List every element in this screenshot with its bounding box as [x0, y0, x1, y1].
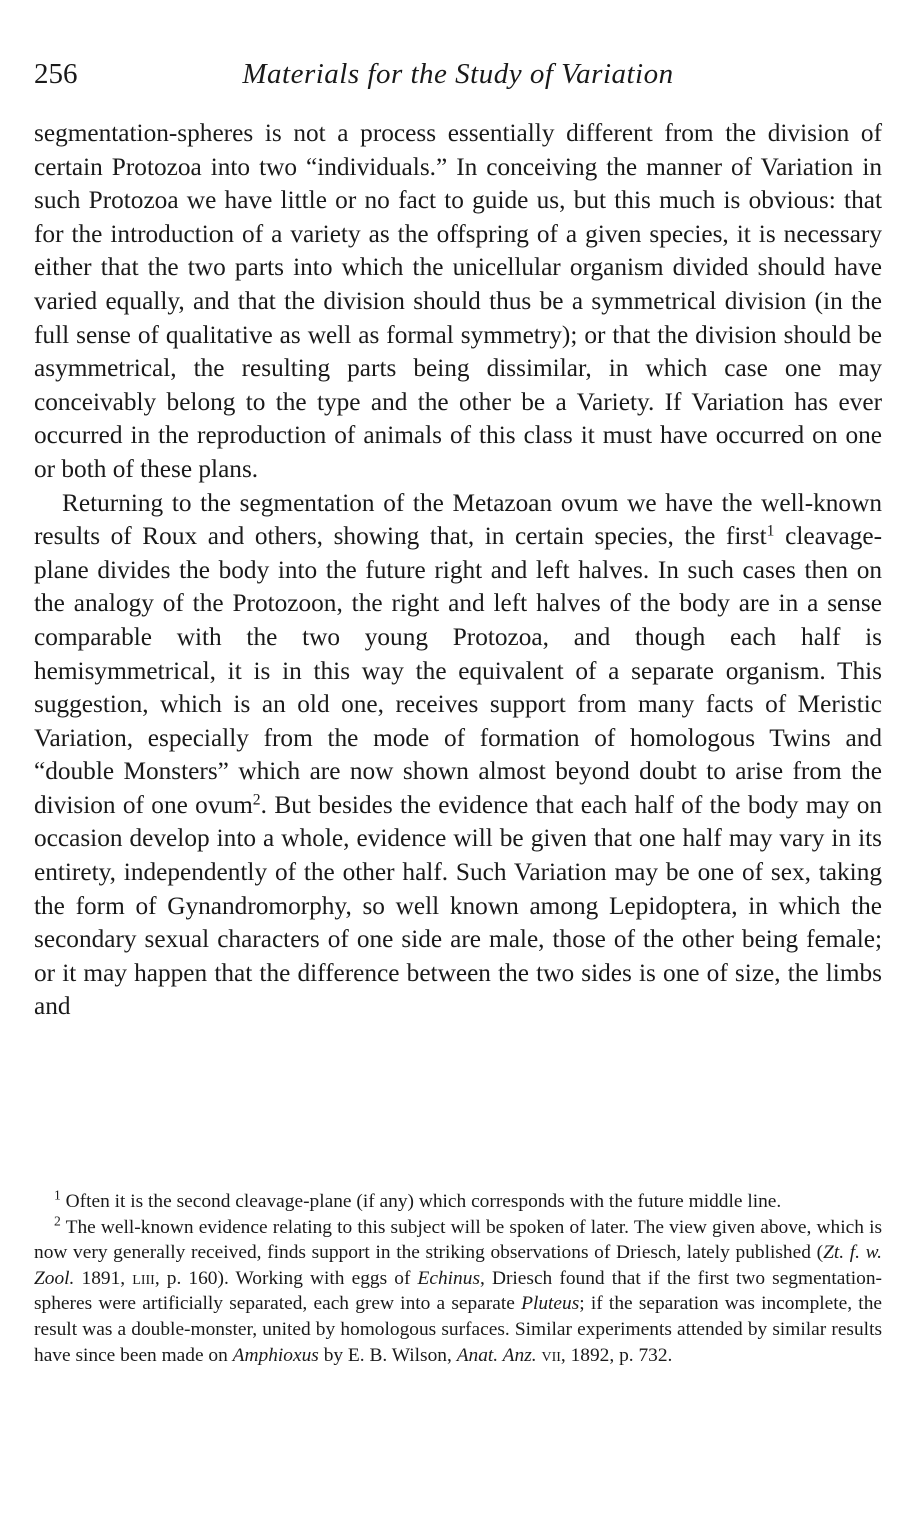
- running-title: Materials for the Study of Variation: [242, 58, 674, 90]
- footnote-1-marker: 1: [54, 1187, 61, 1203]
- footnote-ref-2: 2: [252, 791, 261, 809]
- footnote-2-text-b: 1891,: [74, 1267, 133, 1289]
- footnotes: [34, 1189, 882, 1368]
- paragraph-2-text-a: Returning to the segmentation of the Metazoan ovum we have the well-known results of Roux and others, showing that, in certain species, the first: [34, 488, 882, 551]
- footnote-2-text-c: , p. 160). Working with eggs of: [154, 1267, 418, 1289]
- footnote-ref-1: 1: [766, 522, 775, 540]
- footnote-2: [34, 1215, 882, 1369]
- genus-amphioxus: Amphioxus: [232, 1344, 319, 1366]
- footnote-2-text-a: The well-known evidence relating to this subject will be spoken of later. The view given above, which is now very generally received, finds support in the striking observations of Driesch, lately published (: [34, 1216, 882, 1264]
- page-number: 256: [34, 58, 78, 90]
- footnote-2-marker: 2: [54, 1213, 61, 1229]
- footnote-1-text: Often it is the second cleavage-plane (if any) which corresponds with the future middle line.: [60, 1191, 782, 1212]
- footnote-1: [34, 1189, 882, 1215]
- footnote-2-text-d: , Driesch found that if the first two segmentation-spheres were artificially separated, each grew into a separate: [34, 1267, 882, 1315]
- page-header: [34, 58, 882, 98]
- genus-pluteus: Pluteus: [521, 1293, 580, 1315]
- body-text: [34, 117, 882, 1024]
- journal-name-anat-anz: Anat. Anz.: [456, 1344, 537, 1366]
- footnote-2-text-f: by E. B. Wilson,: [318, 1344, 457, 1366]
- volume-number-liii: liii: [132, 1267, 155, 1289]
- paragraph-2-text-c: . But besides the evidence that each half of the body may on occasion develop into a whole, evidence will be given that one half may vary in its entirety, independently of the other half. Such Variation may be one of sex, taking the form of Gynandromorphy, so well known among Lepidoptera, in which the secondary sexual characters of one side are male, those of the other being female; or it may happen that the difference between the two sides is one of size, the limbs and: [34, 790, 882, 1021]
- volume-number-vii: vii: [541, 1344, 561, 1366]
- journal-name-zt: Zt. f. w. Zool.: [34, 1242, 882, 1289]
- genus-echinus: Echinus: [417, 1267, 480, 1289]
- footnote-2-text-h: , 1892, p. 732.: [560, 1344, 673, 1366]
- paragraph-1: segmentation-spheres is not a process essentially different from the division of certain Protozoa into two “individuals.” In conceiving the manner of Variation in such Protozoa we have little or no fact to guide us, but this much is obvious: that for the introduction of a variety as the offspring of a given species, it is necessary either that the two parts into which the unicellular organism divided should have varied equally, and that the division should thus be a symmetrical division (in the full sense of qualitative as well as formal symmetry); or that the division should be asymmetrical, the resulting parts being dissimilar, in which case one may conceivably belong to the type and the other be a Variety. If Variation has ever occurred in the reproduction of animals of this class it must have occurred on one or both of these plans.: [34, 119, 882, 483]
- paragraph-2: [34, 487, 882, 1025]
- footnote-2-text-e: ; if the separation was incomplete, the result was a double-monster, united by homologous surfaces. Similar experiments attended by similar results have since been made on: [34, 1293, 882, 1366]
- paragraph-2-text-b: cleavage-plane divides the body into the future right and left halves. In such cases then on the analogy of the Protozoon, the right and left halves of the body are in a sense comparable with the two young Protozoa, and though each half is hemisymmetrical, it is in this way the equivalent of a separate organism. This suggestion, which is an old one, receives support from many facts of Meristic Variation, especially from the mode of formation of homologous Twins and “double Monsters” which are now shown almost beyond doubt to arise from the division of one ovum: [34, 522, 882, 819]
